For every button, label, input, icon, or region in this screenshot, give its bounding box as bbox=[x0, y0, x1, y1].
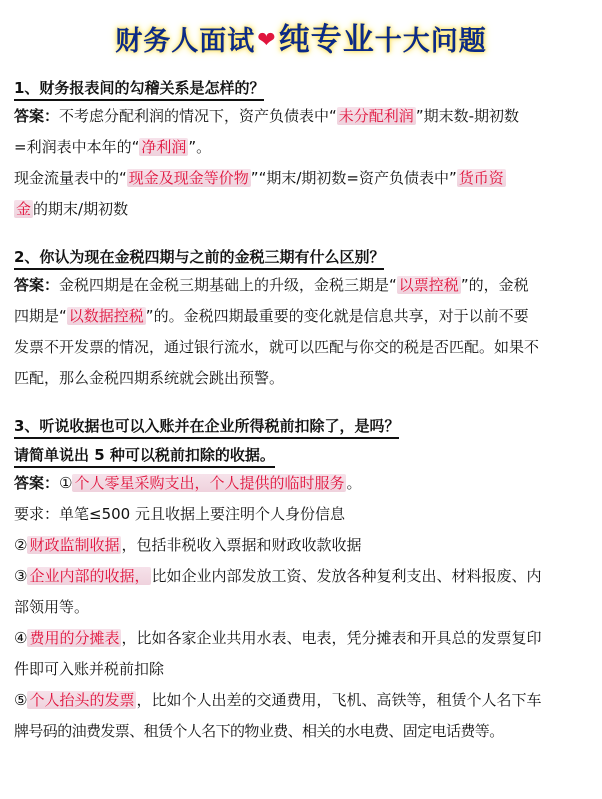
answer-text: 不考虑分配利润的情况下，资产负债表中“ bbox=[59, 107, 337, 125]
question-3-heading-2: 请简单说出 5 种可以税前扣除的收据。 bbox=[14, 445, 275, 468]
answer-label: 答案： bbox=[14, 474, 60, 492]
highlight: 未分配利润 bbox=[338, 107, 414, 125]
question-2 bbox=[14, 247, 588, 394]
answer-3-item-5 bbox=[14, 685, 588, 716]
answer-text: ”的，金税 bbox=[460, 276, 529, 294]
highlight: 以数据控税 bbox=[68, 307, 144, 325]
item-number: ① bbox=[59, 474, 73, 492]
answer-1-line-3 bbox=[14, 163, 588, 194]
highlight: 个人抬头的发票 bbox=[29, 691, 135, 709]
section-spacer bbox=[14, 394, 588, 416]
answer-2-line-3: 发票不开发票的情况，通过银行流水，就可以匹配与你交的税是否匹配。如果不 bbox=[14, 338, 540, 356]
answer-1-line-2 bbox=[14, 132, 588, 163]
item-number: ⑤ bbox=[14, 691, 28, 709]
answer-text: 金税四期是在金税三期基础上的升级，金税三期是“ bbox=[59, 276, 397, 294]
question-3-heading-1: 3、听说收据也可以入账并在企业所得税前扣除了，是吗？ bbox=[14, 416, 399, 439]
item-number: ② bbox=[14, 536, 28, 554]
answer-text: 现金流量表中的“ bbox=[14, 169, 127, 187]
answer-text: ”的。金税四期最重要的变化就是信息共享，对于以前不要 bbox=[145, 307, 529, 325]
title-part-2: 纯专业 bbox=[278, 22, 375, 58]
answer-3-item-4-cont: 件即可入账并税前扣除 bbox=[14, 660, 165, 678]
answer-2-line-2 bbox=[14, 301, 588, 332]
answer-3-item-3 bbox=[14, 561, 588, 592]
heart-icon: ❤ bbox=[257, 28, 277, 53]
highlight: 个人零星采购支出，个人提供的临时服务 bbox=[74, 474, 345, 492]
answer-text: 。 bbox=[346, 474, 362, 492]
highlight: 净利润 bbox=[141, 138, 187, 156]
answer-3-requirement: 要求：单笔≤500 元且收据上要注明个人身份信息 bbox=[14, 505, 345, 523]
answer-text: ”“期末/期初数=资产负债表中” bbox=[250, 169, 457, 187]
answer-3-item-5-cont: 牌号码的油费发票、租赁个人名下的物业费、相关的水电费、固定电话费等。 bbox=[14, 722, 504, 740]
answer-text: =利润表中本年的“ bbox=[14, 138, 140, 156]
highlight: 以票控税 bbox=[398, 276, 459, 294]
highlight: 现金及现金等价物 bbox=[128, 169, 249, 187]
answer-text: ”。 bbox=[188, 138, 212, 156]
highlight: 财政监制收据 bbox=[29, 536, 120, 554]
highlight: 企业内部的收据， bbox=[29, 567, 150, 585]
question-1-heading: 1、财务报表间的勾稽关系是怎样的？ bbox=[14, 78, 264, 101]
answer-text: ”期末数-期初数 bbox=[415, 107, 519, 125]
question-2-heading: 2、你认为现在金税四期与之前的金税三期有什么区别？ bbox=[14, 247, 384, 270]
item-number: ④ bbox=[14, 629, 28, 647]
answer-3-item-3-cont: 部领用等。 bbox=[14, 598, 90, 616]
answer-2-line-1 bbox=[14, 270, 588, 301]
answer-text: 的期末/期初数 bbox=[33, 200, 129, 218]
highlight: 货币资 bbox=[458, 169, 504, 187]
answer-text: ，比如个人出差的交通费用，飞机、高铁等，租赁个人名下车 bbox=[136, 691, 542, 709]
title-part-1: 财务人面试 bbox=[115, 26, 256, 57]
answer-label: 答案： bbox=[14, 276, 60, 294]
answer-text: ，比如各家企业共用水表、电表，凭分摊表和开具总的发票复印 bbox=[121, 629, 542, 647]
section-spacer bbox=[14, 225, 588, 247]
title-part-3: 十大问题 bbox=[374, 26, 487, 57]
answer-1-line-4 bbox=[14, 194, 588, 225]
highlight: 金 bbox=[16, 200, 32, 218]
answer-2-line-4: 匹配，那么金税四期系统就会跳出预警。 bbox=[14, 369, 285, 387]
answer-1-line-1 bbox=[14, 101, 588, 132]
answer-label: 答案： bbox=[14, 107, 60, 125]
answer-text: ，包括非税收入票据和财政收款收据 bbox=[121, 536, 362, 554]
question-3 bbox=[14, 416, 588, 747]
answer-3-item-2 bbox=[14, 530, 588, 561]
answer-3-item-1 bbox=[14, 468, 588, 499]
page-title bbox=[14, 0, 588, 60]
item-number: ③ bbox=[14, 567, 28, 585]
answer-text: 四期是“ bbox=[14, 307, 67, 325]
answer-3-item-4 bbox=[14, 623, 588, 654]
highlight: 费用的分摊表 bbox=[29, 629, 120, 647]
answer-text: 比如企业内部发放工资、发放各种复利支出、材料报废、内 bbox=[151, 567, 542, 585]
question-1 bbox=[14, 78, 588, 225]
